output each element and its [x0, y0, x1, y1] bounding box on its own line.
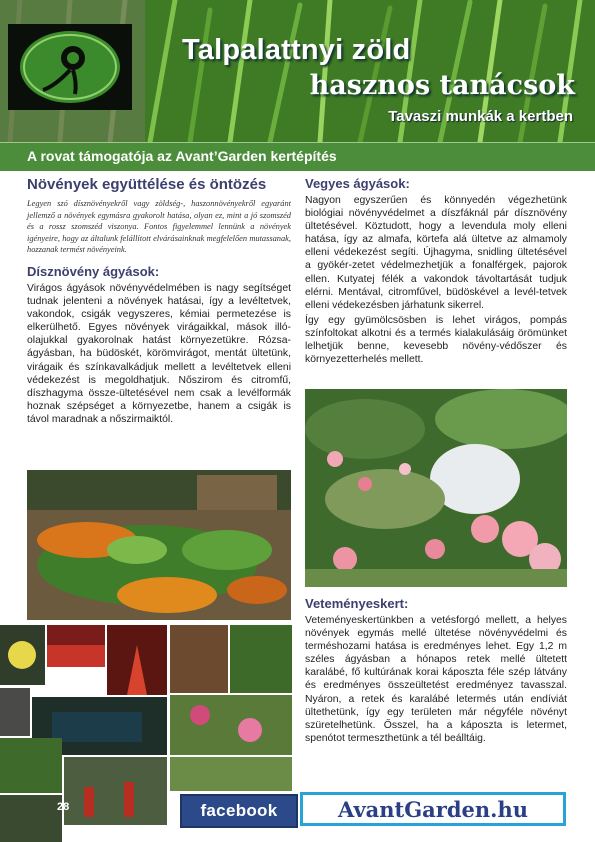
photo-tile [47, 625, 105, 667]
photo-tile [170, 757, 292, 791]
photo-tile [107, 625, 167, 695]
photo-tile [64, 757, 167, 825]
page-title: Talpalattnyi zöld [182, 34, 411, 66]
photo-tile [0, 795, 62, 842]
page-subtitle: Tavaszi munkák a kertben [388, 108, 573, 125]
photo-tile [0, 738, 62, 793]
right-column [305, 176, 567, 366]
website-label: AvantGarden.hu [338, 796, 528, 822]
left-column [27, 176, 291, 426]
page-title-secondary: hasznos tanácsok [309, 70, 575, 101]
facebook-label: facebook [200, 801, 278, 820]
photo-tile [170, 695, 292, 755]
subsection-heading: Veteményeskert: [305, 596, 409, 611]
vegetable-section [305, 596, 567, 745]
photo-tile [170, 625, 228, 693]
photo-tile [0, 625, 45, 685]
subsection-heading: Vegyes ágyások: [305, 176, 410, 191]
body-paragraph: Virágos ágyások növényvédelmében is nagy segítséget tudnak jelenteni a növények hatásai, így a levéltetvek, vakondok, csigák vegyszeres, kémiai permetezése is elkerülhető. Egyes növények virágaikkal, mások illó-olajukkal gyakorolnak hatást környezetükre. Rózsa-ágyásban, ha büdöskét, körömvirágot, mentát ültetünk, virágaik és színkavalkádjuk mellett a levéltetvek elleni védekezést is megoldhatjuk. Nőszirom és citromfű, díszhagyma össze-ültetésével nem csak a levélformák hoznak szépséget a környezetbe, hanem a csigák is távol maradnak a nőszirmaiktól. [27, 282, 291, 425]
body-paragraph: Így egy gyümölcsösben is lehet virágos, pompás színfoltokat alkotni és a termés kialakulásáig örömünket lelhetjük benne, kevesebb növény-védőszer és környezetterhelés mellett. [305, 314, 567, 366]
page-header [0, 0, 595, 142]
photo-tile [0, 688, 30, 736]
flower-logo-icon [15, 28, 125, 106]
photo-tile [230, 625, 292, 693]
logo [8, 24, 132, 110]
garden-bed-photo [27, 470, 291, 620]
intro-paragraph: Legyen szó dísznövényekről vagy zöldség-, haszonnövényekről egyaránt jellemző a növények egymásra gyakorolt hatása, olyan ez, mint a jó szomszéd és a rossz szomszéd viszonya. Fontos figyelemmel lennünk a növények igényeire, hogy az általunk felállított elvárásainknak megfelelően mutassanak, hozzanak termést növényeink. [27, 199, 291, 255]
facebook-button[interactable] [180, 794, 298, 828]
page-number: 28 [57, 801, 70, 813]
subsection-heading: Dísznövény ágyások: [27, 263, 160, 279]
body-paragraph: Nagyon egyszerűen és könnyedén végezhetünk biológiai növényvédelmet a díszfáknál pár dísznövény ültetésével. Köztudott, hogy a levendula moly elleni hatása, így az almafa, körtefa alá ültetve az almamoly elleni védekezést segíti. Újhagyma, snidling ültetésével a gyökér-zetet védelmezhetjük a fonalférgek, pajorok ellen. Kutyatej félék a vakondok távoltartását tudjuk elérni. Mentával, citromfűvel, büdöskével a levél-tetvek elleni védekezésben járhatunk sikerrel. [305, 195, 567, 311]
sponsor-text: A rovat támogatója az Avant’Garden kertépítés [27, 148, 337, 164]
body-paragraph: Veteményeskertünkben a vetésforgó mellett, a helyes növények egymás mellé ültetése növényvédelmi és terméshozami hatása is eredményes lehet. Egy 1,2 m széles ágyásban a hónapos retek mellé ültetett karalábé, fő kultúrának korai káposzta féle szép látvány és eredményes összeültetést eredményez tavasszal. Nyáron, a retek és karalábé letermés után endíviát ültethetünk, így egy területen már négyféle növényt szüretelhetünk. Ősszel, ha a káposzta is letermet, spenótot termeszthetünk a tél beálltáig. [305, 615, 567, 744]
section-heading: Növények együttélése és öntözés [27, 176, 267, 193]
website-link[interactable] [300, 792, 566, 826]
sponsor-bar [0, 142, 595, 171]
rose-garden-photo [305, 389, 567, 587]
